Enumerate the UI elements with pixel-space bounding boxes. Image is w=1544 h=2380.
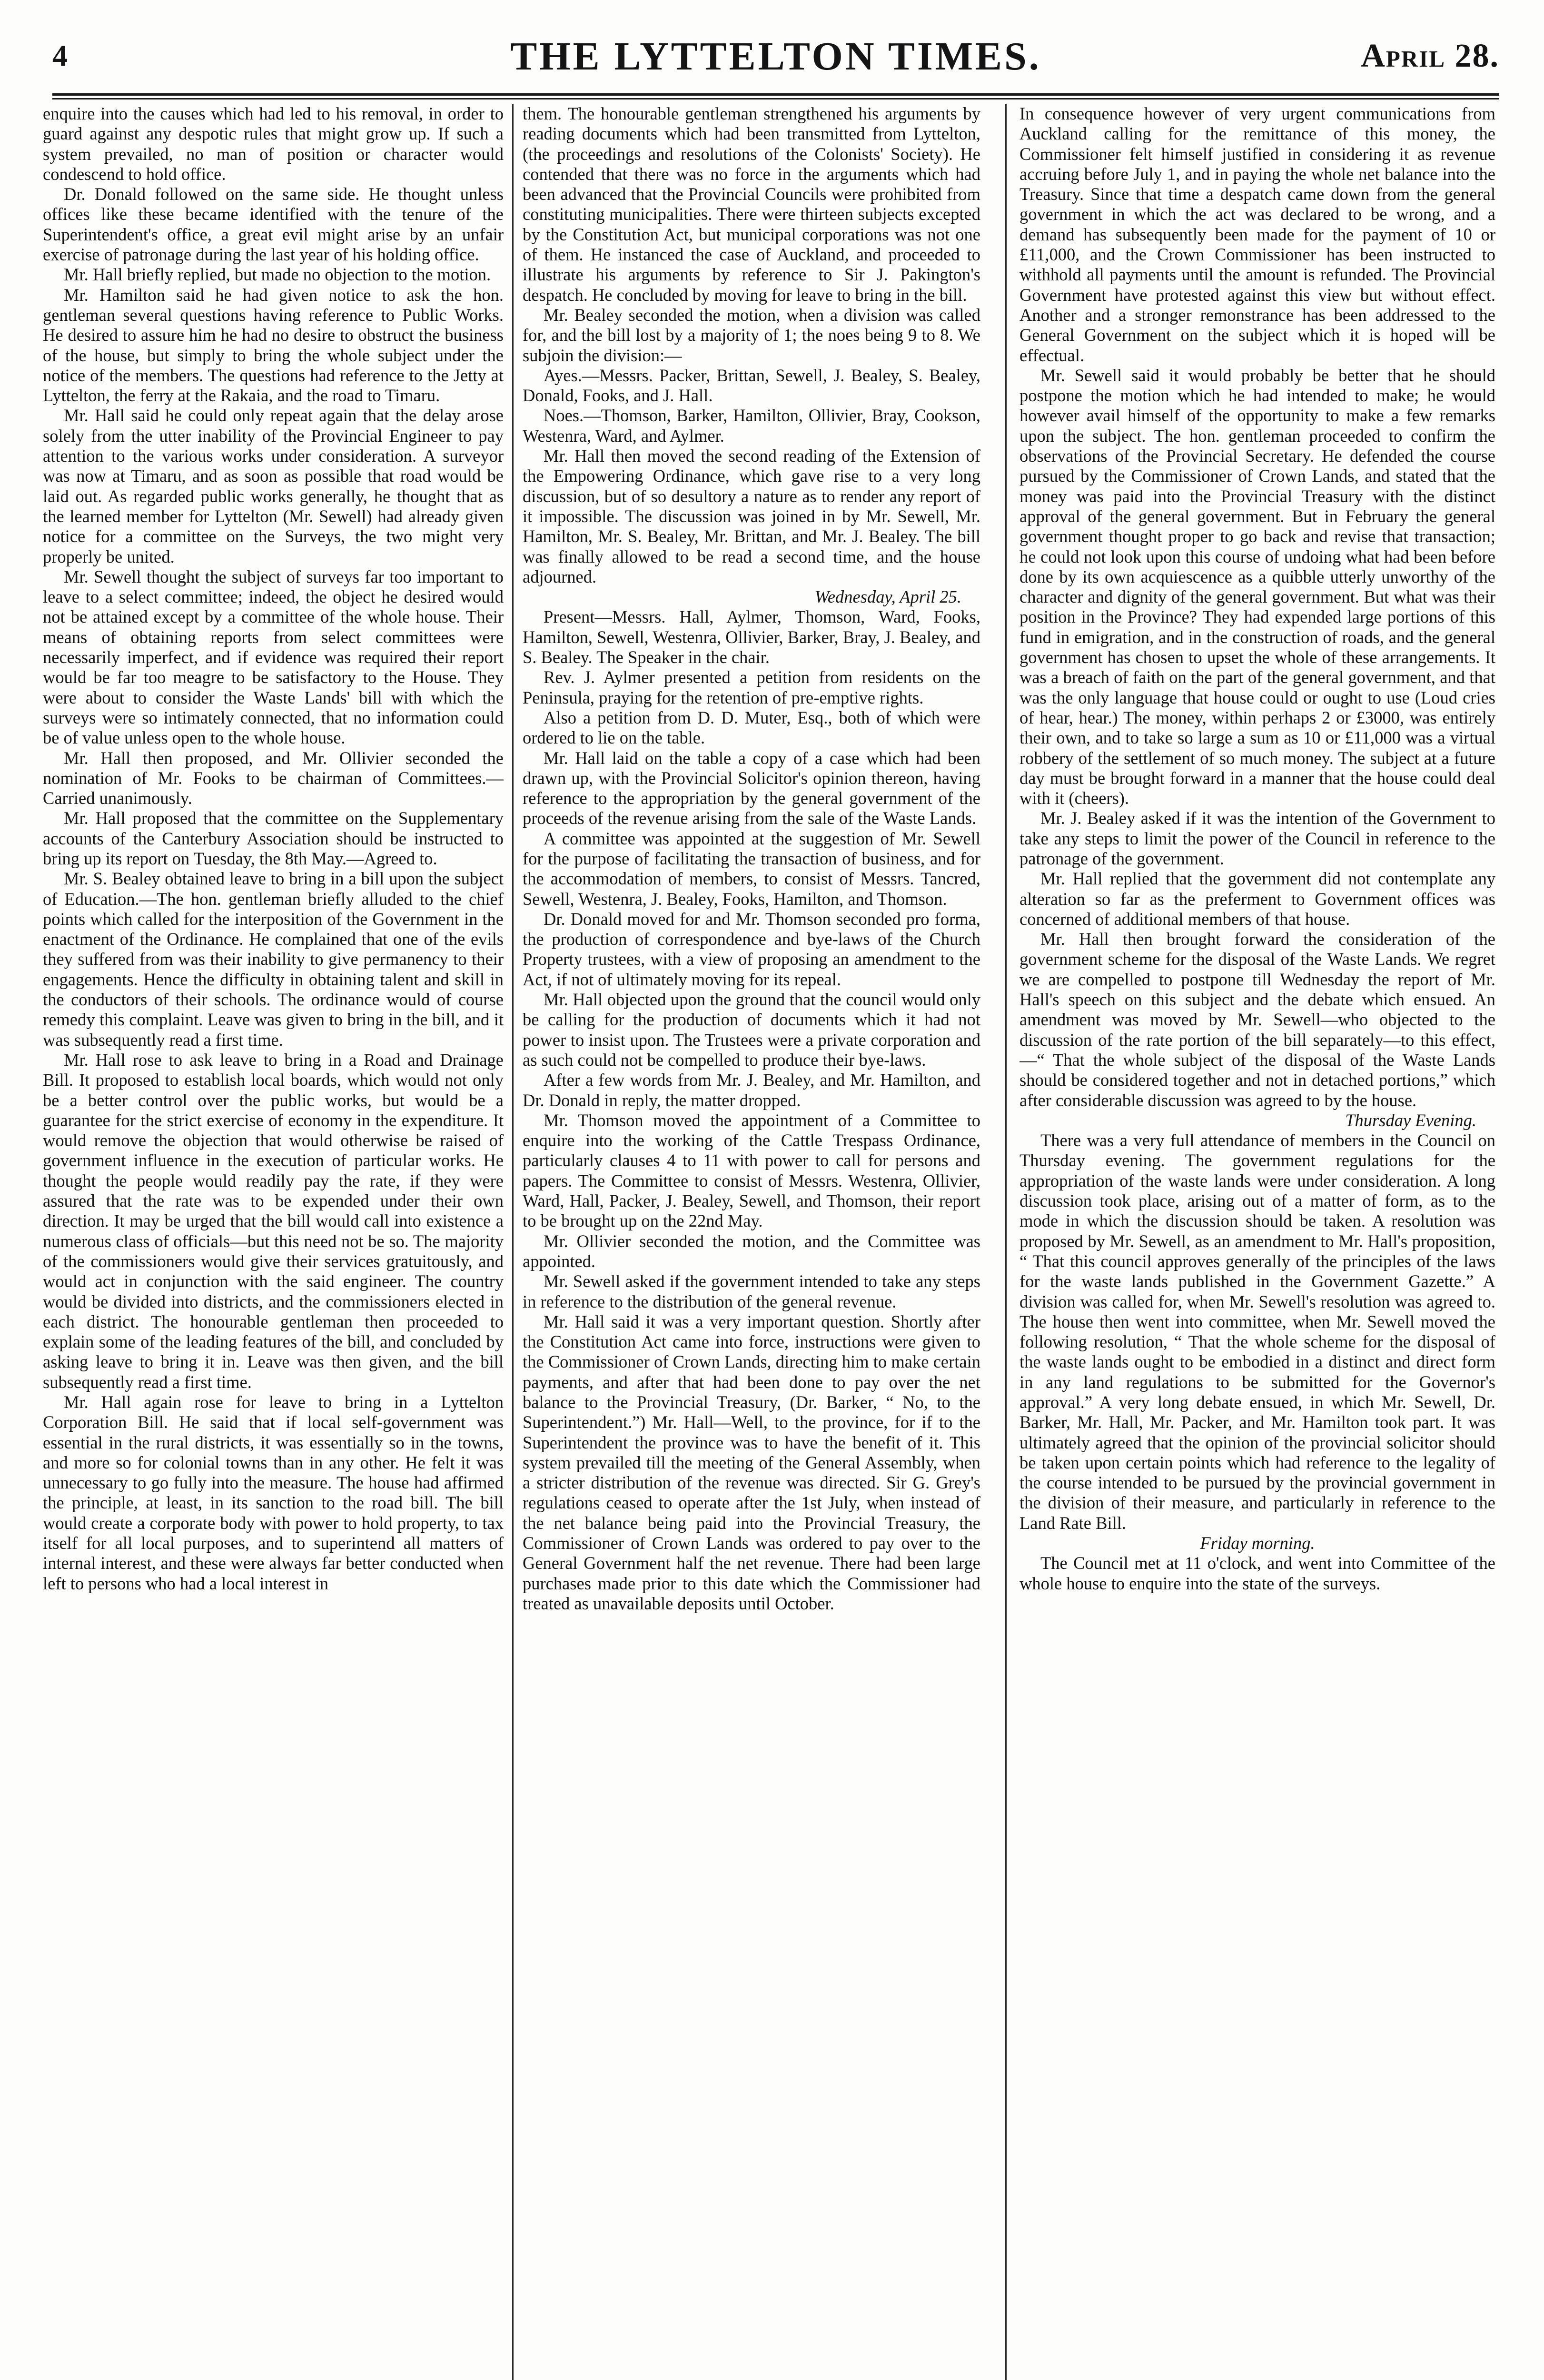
section-dateline: Friday morning. (1200, 1533, 1315, 1553)
article-paragraph: Mr. Sewell said it would probably be better that he should postpone the motion which he had intended to make; he would however avail himself of the opportunity to make a few remarks upon the subject. The hon. gentleman proceeded to confirm the observations of the Provincial Secretary. He defended the course pursued by the Commissioner of Crown Lands, and stated that the money was paid into the Provincial Treasury with the distinct approval of the general government. But in February the general government thought proper to go back and revise that transaction; he could not look upon this course of undoing what had been before done by its own acquiescence as a quibble utterly unworthy of the character and dignity of the general government. But what was their position in the Province? They had expended large portions of this fund in emigration, and in the construction of roads, and the general government has chosen to upset the whole of these arrangements. It was a breach of faith on the part of the general government, and that was the only language that house could or ought to use (Loud cries of hear, hear.) The money, within perhaps 2 or £3000, was entirely their own, and to take so large a sum as 10 or £11,000 was a virtual robbery of the settlement of so much money. The subject at a future day must be brought forward in a manner that the house could deal with it (cheers). (1019, 365, 1495, 808)
article-paragraph: Mr. Hall said he could only repeat again that the delay arose solely from the utter inability of the Provincial Engineer to pay attention to the various works under consideration. A surveyor was now at Timaru, and as soon as possible that road would be laid out. As regarded public works generally, he thought that as the learned member for Lyttelton (Mr. Sewell) had already given notice for a committee on the Surveys, the two might very properly be united. (43, 406, 504, 566)
article-paragraph: Rev. J. Aylmer presented a petition from residents on the Peninsula, praying for the retention of pre-emptive rights. (523, 667, 980, 707)
issue-date: April 28. (1361, 38, 1499, 74)
article-paragraph: Present—Messrs. Hall, Aylmer, Thomson, Ward, Fooks, Hamilton, Sewell, Westenra, Ollivier, Barker, Bray, J. Bealey, and S. Bealey. The Speaker in the chair. (523, 607, 980, 667)
article-paragraph: Noes.—Thomson, Barker, Hamilton, Ollivier, Bray, Cookson, Westenra, Ward, and Aylmer. (523, 406, 980, 446)
article-paragraph: them. The honourable gentleman strengthened his arguments by reading documents which had been transmitted from Lyttelton, (the proceedings and resolutions of the Colonists' Society). He contended that there was no force in the arguments which had been advanced that the Provincial Councils were prohibited from constituting municipalities. There were thirteen subjects excepted by the Constitution Act, but municipal corporations was not one of them. He instanced the case of Auckland, and proceeded to illustrate his arguments by reference to Sir J. Pakington's despatch. He concluded by moving for leave to bring in the bill. (523, 104, 980, 305)
article-paragraph: The Council met at 11 o'clock, and went into Committee of the whole house to enquire into the state of the surveys. (1019, 1553, 1495, 1593)
article-paragraph: A committee was appointed at the suggestion of Mr. Sewell for the purpose of facilitating the transaction of business, and for the accommodation of members, to consist of Messrs. Tancred, Sewell, Westenra, J. Bealey, Fooks, Hamilton, and Thomson. (523, 828, 980, 909)
article-paragraph: Mr. Hall again rose for leave to bring in a Lyttelton Corporation Bill. He said that if local self-government was essential in the rural districts, it was essentially so in the towns, and more so for colonial towns than in any other. He felt it was unnecessary to go fully into the measure. The house had affirmed the principle, at least, in its sanction to the road bill. The bill would create a corporate body with power to hold property, to tax itself for all local purposes, and to superintend all matters of internal interest, and these were always far better conducted when left to persons who had a local interest in (43, 1392, 504, 1593)
article-paragraph: Mr. Bealey seconded the motion, when a division was called for, and the bill lost by a majority of 1; the noes being 9 to 8. We subjoin the division:— (523, 305, 980, 365)
article-paragraph: Mr. Hall then proposed, and Mr. Ollivier seconded the nomination of Mr. Fooks to be chairman of Committees.— Carried unanimously. (43, 748, 504, 808)
article-paragraph: Mr. Hall proposed that the committee on the Supplementary accounts of the Canterbury Association should be instructed to bring up its report on Tuesday, the 8th May.—Agreed to. (43, 808, 504, 868)
article-paragraph: Mr. Thomson moved the appointment of a Committee to enquire into the working of the Cattle Trespass Ordinance, particularly clauses 4 to 11 with power to call for persons and papers. The Committee to consist of Messrs. Westenra, Ollivier, Ward, Hall, Packer, J. Bealey, Sewell, and Thomson, their report to be brought up on the 22nd May. (523, 1110, 980, 1231)
article-paragraph: Dr. Donald moved for and Mr. Thomson seconded pro forma, the production of correspondence and bye-laws of the Church Property trustees, with a view of proposing an amendment to the Act, if not of ultimately moving for its repeal. (523, 909, 980, 989)
column-divider (1005, 104, 1007, 2380)
article-paragraph: There was a very full attendance of members in the Council on Thursday evening. The government regulations for the appropriation of the waste lands were under consideration. A long discussion took place, arising out of a matter of form, as to the mode in which the discussion should be taken. A resolution was proposed by Mr. Sewell, as an amendment to Mr. Hall's proposition, “ That this council approves generally of the principles of the laws for the waste lands published in the Government Gazette.” A division was called for, when Mr. Sewell's resolution was agreed to. The house then went into committee, when Mr. Sewell moved the following resolution, “ That the whole scheme for the disposal of the waste lands ought to be embodied in a distinct and direct form in any land regulations to be submitted for the Governor's approval.” A very long debate ensued, in which Mr. Sewell, Dr. Barker, Mr. Hall, Mr. Packer, and Mr. Hamilton took part. It was ultimately agreed that the opinion of the provincial solicitor should be taken upon certain points which had reference to the legality of the course intended to be pursued by the provincial government in the division of their measure, and particularly in reference to the Land Rate Bill. (1019, 1130, 1495, 1533)
column-divider (512, 104, 514, 2380)
masthead (52, 33, 1499, 90)
page-number: 4 (52, 39, 68, 72)
article-paragraph: In consequence however of very urgent communications from Auckland calling for the remittance of this money, the Commissioner felt himself justified in considering it as revenue accruing before July 1, and in paying the whole net balance into the Treasury. Since that time a despatch came down from the general government in which the act was declared to be wrong, and a demand has subsequently been made for the payment of 10 or £11,000, and the Crown Commissioner has been instructed to withhold all payments until the amount is refunded. The Provincial Government have protested against this view but without effect. Another and a stronger remonstrance has been addressed to the General Government on the subject which it is hoped will be effectual. (1019, 104, 1495, 365)
section-dateline: Thursday Evening. (1345, 1110, 1476, 1130)
article-paragraph: Mr. J. Bealey asked if it was the intention of the Government to take any steps to limit the power of the Council in reference to the patronage of the government. (1019, 808, 1495, 868)
article-paragraph: Mr. Sewell asked if the government intended to take any steps in reference to the distribution of the general revenue. (523, 1271, 980, 1311)
article-paragraph: After a few words from Mr. J. Bealey, and Mr. Hamilton, and Dr. Donald in reply, the matter dropped. (523, 1070, 980, 1110)
article-column-1 (43, 104, 504, 2380)
article-column-2 (523, 104, 980, 2380)
article-paragraph: Dr. Donald followed on the same side. He thought unless offices like these became identified with the tenure of the Superintendent's office, a great evil might arise by an unfair exercise of patronage during the last year of his holding office. (43, 184, 504, 265)
article-paragraph: Mr. Hall then brought forward the consideration of the government scheme for the disposal of the Waste Lands. We regret we are compelled to postpone till Wednesday the report of Mr. Hall's speech on this subject and the debate which ensued. An amendment was moved by Mr. Sewell—who objected to the discussion of the rate portion of the bill separately—to this effect,—“ That the whole subject of the disposal of the Waste Lands should be considered together and not in detached portions,” which after considerable discussion was agreed to by the house. (1019, 929, 1495, 1110)
article-paragraph: enquire into the causes which had led to his removal, in order to guard against any despotic rules that might grow up. If such a system prevailed, no man of position or character would condescend to hold office. (43, 104, 504, 184)
article-paragraph: Mr. Hall rose to ask leave to bring in a Road and Drainage Bill. It proposed to establish local boards, which would not only be a better control over the public works, but would be a guarantee for the strict exercise of economy in the expenditure. It would remove the objection that would otherwise be raised of government influence in the execution of particular works. He thought the people would readily pay the rate, if they were assured that the rate was to be expended under their own direction. It may be urged that the bill would call into existence a numerous class of officials—but this need not be so. The majority of the commissioners would give their services gratuitously, and would act in conjunction with the said engineer. The country would be divided into districts, and the commissioners elected in each district. The honourable gentleman then proceeded to explain some of the leading features of the bill, and concluded by asking leave to bring it in. Leave was then given, and the bill subsequently read a first time. (43, 1050, 504, 1392)
masthead-rule-thin (52, 98, 1499, 99)
newspaper-title: THE LYTTELTON TIMES. (510, 34, 1041, 79)
article-column-3 (1019, 104, 1495, 2380)
article-paragraph: Mr. Sewell thought the subject of surveys far too important to leave to a select committee; indeed, the object he desired would not be attained except by a committee of the whole house. Their means of obtaining reports from select committees were necessarily imperfect, and if evidence was required their report would be far too meagre to be satisfactory to the House. They were about to consider the Waste Lands' bill with which the surveys were so intimately connected, that no information could be of value unless open to the whole house. (43, 566, 504, 748)
article-paragraph: Mr. Hall said it was a very important question. Shortly after the Constitution Act came into force, instructions were given to the Commissioner of Crown Lands, directing him to make certain payments, and after that had been done to pay over the net balance to the Provincial Treasury, (Dr. Barker, “ No, to the Superintendent.”) Mr. Hall—Well, to the province, for if to the Superintendent the province was to have the benefit of it. This system prevailed till the meeting of the General Assembly, when a stricter distribution of the revenue was directed. Sir G. Grey's regulations ceased to operate after the 1st July, when instead of the net balance being paid into the Provincial Treasury, the Commissioner of Crown Lands was ordered to pay over to the General Government half the net revenue. There had been large purchases made prior to this date which the Commissioner had treated as unavailable deposits until October. (523, 1311, 980, 1613)
section-dateline: Wednesday, April 25. (814, 587, 961, 607)
article-paragraph: Mr. Hall laid on the table a copy of a case which had been drawn up, with the Provincial Solicitor's opinion thereon, having reference to the appropriation by the general government of the proceeds of the revenue arising from the sale of the Waste Lands. (523, 748, 980, 828)
article-paragraph: Mr. Hall replied that the government did not contemplate any alteration so far as the preferment to Government offices was concerned of additional members of that house. (1019, 869, 1495, 929)
article-paragraph: Mr. Hall objected upon the ground that the council would only be calling for the production of documents which it had not power to insist upon. The Trustees were a private corporation and as such could not be compelled to produce their bye-laws. (523, 990, 980, 1070)
article-paragraph: Mr. Hall briefly replied, but made no objection to the motion. (64, 265, 491, 285)
article-paragraph: Also a petition from D. D. Muter, Esq., both of which were ordered to lie on the table. (523, 707, 980, 748)
masthead-rule (52, 93, 1499, 96)
article-paragraph: Mr. Hall then moved the second reading of the Extension of the Empowering Ordinance, which gave rise to a very long discussion, but of so desultory a nature as to render any report of it impossible. The discussion was joined in by Mr. Sewell, Mr. Hamilton, Mr. S. Bealey, Mr. Brittan, and Mr. J. Bealey. The bill was finally allowed to be read a second time, and the house adjourned. (523, 446, 980, 586)
article-paragraph: Mr. Ollivier seconded the motion, and the Committee was appointed. (523, 1231, 980, 1271)
article-paragraph: Ayes.—Messrs. Packer, Brittan, Sewell, J. Bealey, S. Bealey, Donald, Fooks, and J. Hall. (523, 365, 980, 406)
article-paragraph: Mr. Hamilton said he had given notice to ask the hon. gentleman several questions having reference to Public Works. He desired to assure him he had no desire to obstruct the business of the house, but simply to bring the whole subject under the notice of the members. The questions had reference to the Jetty at Lyttelton, the ferry at the Rakaia, and the road to Timaru. (43, 285, 504, 406)
article-paragraph: Mr. S. Bealey obtained leave to bring in a bill upon the subject of Education.—The hon. gentleman briefly alluded to the chief points which called for the interposition of the Government in the enactment of the Ordinance. He complained that one of the evils they suffered from was their inability to give permanency to their engagements. Hence the difficulty in obtaining talent and skill in the conductors of their schools. The ordinance would of course remedy this complaint. Leave was given to bring in the bill, and it was subsequently read a first time. (43, 869, 504, 1050)
